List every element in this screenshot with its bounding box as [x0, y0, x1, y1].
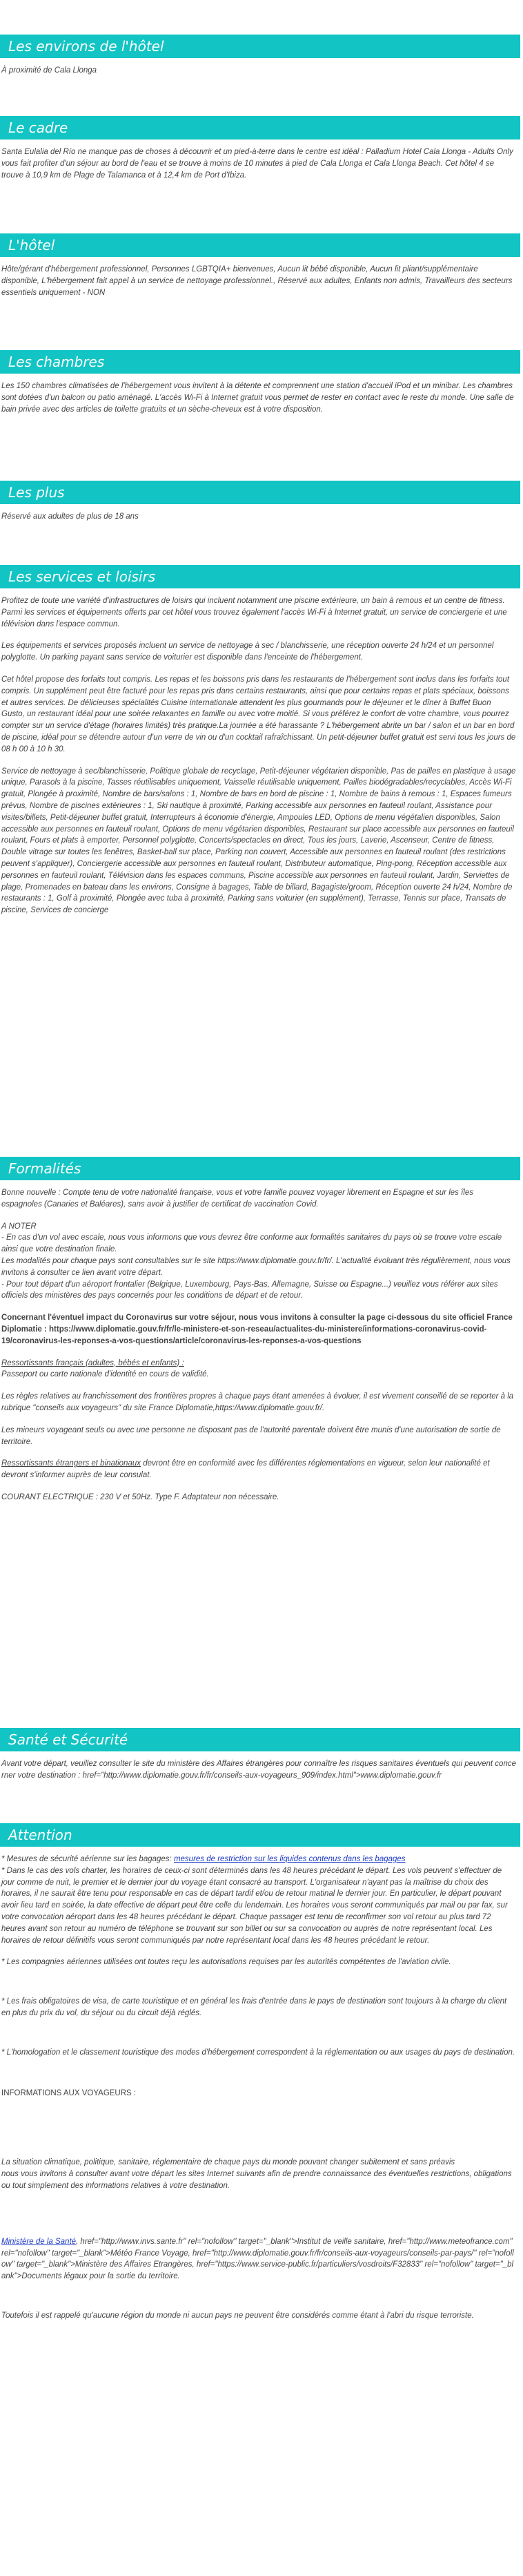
section-title: Le cadre — [0, 116, 520, 140]
terrorisme-text: Toutefois il est rappelé qu'aucune région du monde ni aucun pays ne peuvent être considérés comme étant à l'abri du risque terroriste. — [1, 2311, 474, 2320]
compagnies-text: * Les compagnies aériennes utilisées ont toutes reçu les autorisations requises par les autorités compétentes de l'aviation civile. — [1, 1958, 451, 1967]
frais-visa-text: * Les frais obligatoires de visa, de carte touristique et en général les frais d'entrée dans le pays de destination sont toujours à la charge du client en plus du prix du vol, du séjour ou du circuit déjà réglés. — [1, 1997, 507, 2017]
section-title: Santé et Sécurité — [0, 1728, 520, 1751]
note-frontalier: - Pour tout départ d'un aéroport frontalier (Belgique, Luxembourg, Pays-Bas, Allemagne, Suisse ou Espagne...) veuillez vous référer aux sites officiels des ministères des pays concernés pour les conditions de départ et de retour. — [1, 1280, 498, 1300]
ressortissants-etrangers-text: devront être en conformité avec les différentes réglementations en vigueur, selon leur nationalité et devront s'informer auprès de leur consulat. — [1, 1459, 490, 1480]
situation-text: La situation climatique, politique, sanitaire, réglementaire de chaque pays du monde pouvant changer subitement et sans préavis nous vous invitons à consulter avant votre départ les sites Internet suivants afin de prendre connaissance des éventuelles restrictions, obligations ou tout simplement des informations relatives à votre destination. — [1, 2158, 512, 2190]
mineurs-notice: Les mineurs voyageant seuls ou avec une personne ne disposant pas de l'autorité parentale doivent être munis d'une autorisation de sortie de territoire. — [1, 1425, 501, 1446]
section-title: L'hôtel — [0, 233, 520, 257]
services-equipment: Les équipements et services proposés incluent un service de nettoyage à sec / blanchisserie, une réception ouverte 24 h/24 et un personnel polyglotte. Un parking payant sans service de voiturier est disponible dans l'enceinte de l'hébergement. — [1, 642, 494, 662]
section-cadre — [0, 116, 523, 191]
bagages-prefix: * Mesures de sécurité aérienne sur les bagages: — [1, 1855, 174, 1863]
section-title: Formalités — [0, 1157, 520, 1180]
section-text: À proximité de Cala Llonga — [1, 66, 97, 75]
note-modalites: Les modalités pour chaque pays sont consultables sur le site https://www.diplomatie.gouv.fr/fr/. L'actualité évoluant très régulièrement, nous vous invitons à consulter ce lien avant votre départ. — [1, 1256, 511, 1277]
ressortissants-francais-text: Passeport ou carte nationale d'identité en cours de validité. — [1, 1370, 209, 1379]
infos-voyageurs-heading: INFORMATIONS AUX VOYAGEURS : — [1, 2088, 137, 2097]
vols-charter-text: * Dans le cas des vols charter, les horaires de ceux-ci sont déterminés dans les 48 heures précédant le départ. Les vols peuvent s'effectuer de jour comme de nuit, le premier et le dernier jour du voyage étant consacré au transport. L'organisateur n'ayant pas la maîtrise du choix des horaires, il ne saurait être tenu pour responsable en cas de départ tardif et/ou de retour matinal le dernier jour. En particulier, le départ pouvant avoir lieu tard en soirée, la date effective de départ peut être celle du lendemain. Les horaires vous seront communiqués par mail ou par fax, sur votre convocation aéroport dans les 48 heures précédant le départ. Chaque passager est tenu de reconfirmer son vol retour au plus tard 72 heures avant son retour au numéro de téléphone se trouvant sur son billet ou sur sa convocation ou auprès de notre représentant local. Les horaires de retour définitifs vous seront communiqués par notre représentant local dans les 48 heures précédant le retour. — [1, 1866, 508, 1945]
section-environs — [0, 35, 523, 87]
section-hotel — [0, 233, 523, 309]
services-dining: Cet hôtel propose des forfaits tout compris. Les repas et les boissons pris dans les restaurants de l'hébergement sont inclus dans les forfaits tout compris. Un supplément peut être facturé pour les repas pris dans certains restaurants, ainsi que pour certains repas et plats spéciaux, boissons et autres services. De délicieuses spécialités Cuisine internationale attendent les plus gourmands pour le déjeuner et le dîner à Buffet Buon Gusto, un restaurant idéal pour une soirée relaxantes en famille ou avec votre moitié. Si vous préférez le confort de votre chambre, vous pourrez compter sur un service d'étage (horaires limités) très pratique.La journée a été harassante ? L'hébergement abrite un bar / salon et un bar en bord de piscine, idéal pour se détendre autour d'un verre de vin ou d'un cocktail rafraîchissant. Un petit-déjeuner buffet gratuit est servi tous les jours de 08 h 00 à 10 h 30. — [1, 675, 516, 753]
ressortissants-francais-title: Ressortissants français (adultes, bébés et enfants) : — [1, 1358, 184, 1367]
services-list: Service de nettoyage à sec/blanchisserie, Politique globale de recyclage, Petit-déjeuner végétarien disponible, Pas de pailles en plastique à usage unique, Parasols à la piscine, Tasses réutilisables uniquement, Vaisselle réutilisable uniquement, Pailles biodégradables/recyclables, Accès Wi-Fi gratuit, Plongée à proximité, Nombre de bars/salons : 1, Nombre de bars en bord de piscine : 1, Nombre de bains à remous : 1, Espaces fumeurs prévus, Nombre de piscines extérieures : 1, Ski nautique à proximité, Parking accessible aux personnes en fauteuil roulant, Assistance pour visites/billets, Petit-déjeuner buffet gratuit, Interrupteurs à économie d'énergie, Ampoules LED, Options de menu végétalien disponibles, Salon accessible aux personnes en fauteuil roulant, Options de menu végétarien disponibles, Restaurant sur place accessible aux personnes en fauteuil roulant, Fours et plats à emporter, Personnel polyglotte, Concerts/spectacles en direct, Tous les jours, Laverie, Ascenseur, Centre de fitness, Double vitrage sur toutes les fenêtres, Basket-ball sur place, Parking non couvert, Accessible aux personnes en fauteuil roulant (des restrictions peuvent s'appliquer), Conciergerie accessible aux personnes en fauteuil roulant, Distributeur automatique, Ping-pong, Réception accessible aux personnes en fauteuil roulant, Télévision dans les espaces communs, Piscine accessible aux personnes en fauteuil roulant, Jardin, Serviettes de plage, Promenades en bateau dans les environs, Consigne à bagages, Table de billard, Bagagiste/groom, Réception ouverte 24 h/24, Nombre de restaurants : 1, Golf à proximité, Plongée avec tuba à proximité, Parking sans voiturier (en supplément), Terrasse, Tennis sur place, Transats de piscine, Services de concierge — [1, 767, 516, 915]
section-text: Hôte/gérant d'hébergement professionnel, Personnes LGBTQIA+ bienvenues, Aucun lit bébé disponible, Aucun lit pliant/supplémentaire disponible, L'hébergement fait appel à un service de nettoyage professionnel., Réservé aux adultes, Enfants non admis, Travailleurs des secteurs essentiels uniquement - NON — [1, 265, 513, 297]
section-title: Attention — [0, 1823, 520, 1847]
coronavirus-notice: Concernant l'éventuel impact du Coronavirus sur votre séjour, nous vous invitons à consulter la page ci-dessous du site officiel France Diplomatie : https://www.diplomatie.gouv.fr/fr/le-ministere-et-son-reseau/actualites-du-ministere/informations-coronavirus-covid-19/coronavirus-les-reponses-a-vos-questions/article/coronavirus-les-reponses-a-vos-questions — [1, 1314, 513, 1345]
section-title: Les environs de l'hôtel — [0, 35, 520, 58]
section-text: Réservé aux adultes de plus de 18 ans — [1, 512, 139, 521]
section-text: Avant votre départ, veuillez consulter le site du ministère des Affaires étrangères pour connaître les risques sanitaires éventuels qui peuvent concerner votre destination : href="http://www.diplomatie.gouv.fr/fr/conseils-aux-voyageurs_909/index.html">www.diplomatie.gouv.fr — [1, 1760, 516, 1780]
section-text: Les 150 chambres climatisées de l'hébergement vous invitent à la détente et comprennent une station d'accueil iPod et un minibar. Les chambres sont dotées d'un balcon ou patio aménagé. L'accès Wi-Fi à Internet gratuit vous permet de rester en contact avec le reste du monde. Une salle de bain privée avec des articles de toilette gratuits et un sèche-cheveux est à votre disposition. — [1, 382, 514, 414]
section-services — [0, 565, 523, 927]
section-formalites — [0, 1157, 523, 1514]
section-title: Les services et loisirs — [0, 565, 520, 588]
liquides-restriction-link[interactable]: mesures de restriction sur les liquides contenus dans les bagages — [173, 1855, 406, 1863]
section-text: Santa Eulalia del Río ne manque pas de choses à découvrir et un pied-à-terre dans le centre est idéal : Palladium Hotel Cala Llonga - Adults Only vous fait profiter d'un séjour au bord de l'eau et se trouve à moins de 10 minutes à pied de Cala Llonga et Cala Llonga Beach. Cet hôtel 4 se trouve à 10,9 km de Plage de Talamanca et à 12,4 km de Port d'Ibiza. — [1, 148, 513, 180]
ressortissants-etrangers-title: Ressortissants étrangers et binationaux — [1, 1459, 141, 1468]
section-chambres — [0, 350, 523, 425]
section-title: Les plus — [0, 481, 520, 504]
note-heading: A NOTER — [1, 1222, 37, 1231]
section-title: Les chambres — [0, 350, 520, 374]
ministere-sante-link[interactable]: Ministère de la Santé — [1, 2237, 77, 2246]
section-plus — [0, 481, 523, 533]
note-escale: - En cas d'un vol avec escale, nous vous informons que vous devrez être conforme aux formalités sanitaires du pays où se trouve votre escale ainsi que votre destination finale. — [1, 1233, 502, 1254]
regles-frontieres: Les règles relatives au franchissement des frontières propres à chaque pays étant amenées à évoluer, il est vivement conseillé de se reporter à la rubrique "conseils aux voyageurs" du site France Diplomatie,https://www.diplomatie.gouv.fr/. — [1, 1392, 514, 1412]
services-intro: Profitez de toute une variété d'infrastructures de loisirs qui incluent notamment une piscine extérieure, un bain à remous et un centre de fitness. Parmi les services et équipements offerts par cet hôtel vous trouvez également l'accès Wi-Fi à Internet gratuit, un service de conciergerie et une télévision dans l'espace commun. — [1, 597, 507, 628]
section-attention — [0, 1823, 523, 2332]
homologation-text: * L'homologation et le classement touristique des modes d'hébergement correspondent à la réglementation ou aux usages du pays de destination. — [1, 2048, 515, 2057]
sites-links-text: , href="http://www.invs.sante.fr" rel="nofollow" target="_blank">Institut de veille sanitaire, href="http://www.meteofrance.com" rel="nofollow" target="_blank">Météo France Voyage, href="http://www.diplomatie.gouv.fr/fr/conseils-aux-voyageurs/conseils-par-pays/" rel="nofollow" target="_blank">Ministère des Affaires Etrangères, href="https://www.service-public.fr/particuliers/vosdroits/F32833" rel="nofollow" target="_blank">Documents légaux pour la sortie du territoire. — [1, 2237, 514, 2281]
formalites-intro: Bonne nouvelle : Compte tenu de votre nationalité française, vous et votre famille pouvez voyager librement en Espagne et sur les îles espagnoles (Canaries et Baléares), sans avoir à justifier de certificat de vaccination Covid. — [1, 1189, 474, 1209]
courant-electrique: COURANT ELECTRIQUE : 230 V et 50Hz. Type F. Adaptateur non nécessaire. — [1, 1492, 279, 1501]
section-sante — [0, 1728, 523, 1792]
